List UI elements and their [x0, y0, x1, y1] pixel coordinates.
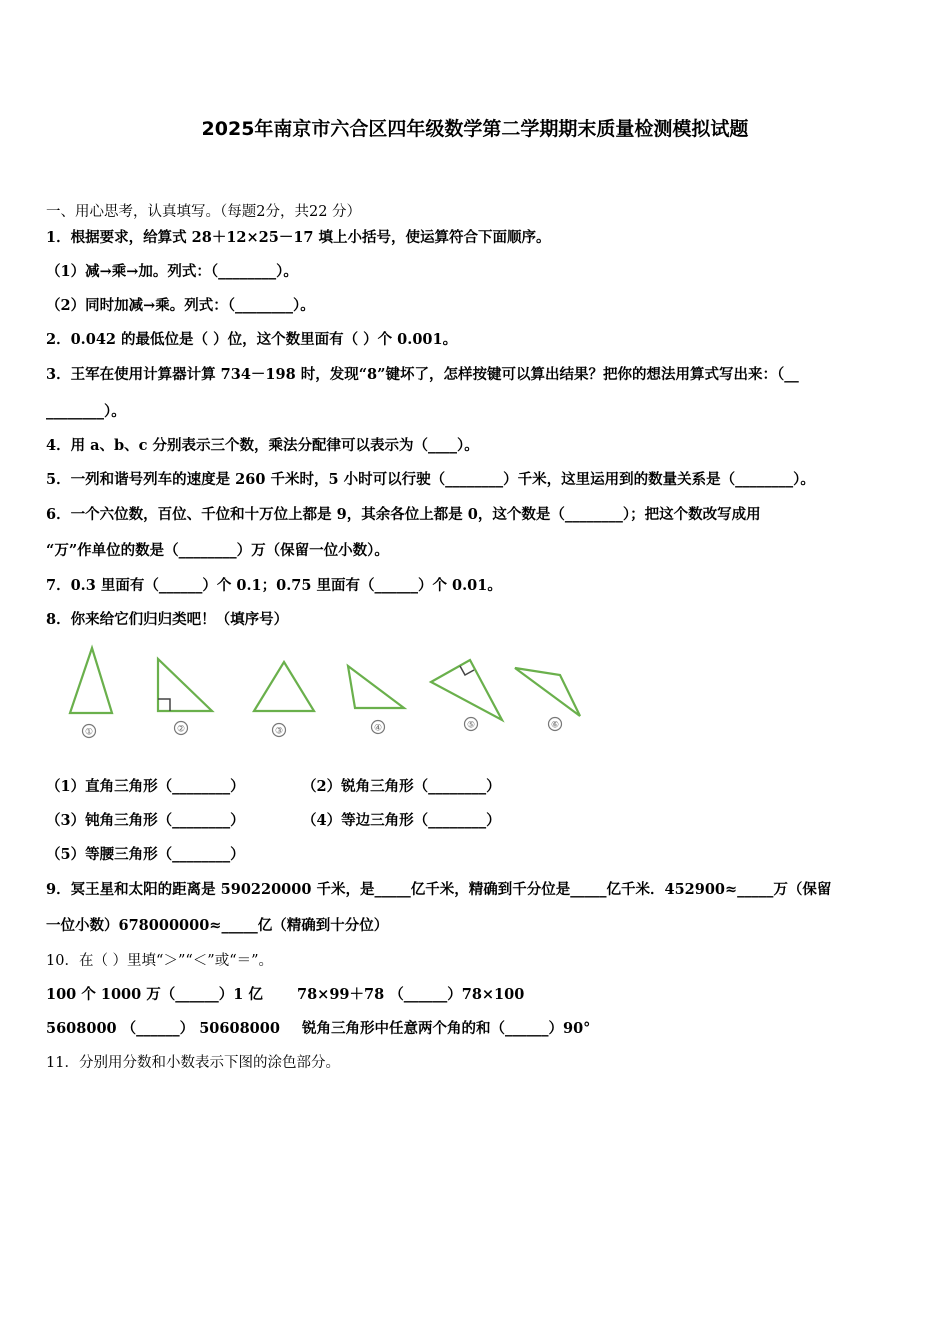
triangle-2: [158, 659, 212, 711]
question-8-part-2: （2）锐角三角形（________）: [302, 778, 501, 795]
question-1-part-1: （1）减→乘→加。列式：（________）。: [46, 263, 298, 280]
question-8-part-5: （5）等腰三角形（________）: [46, 846, 245, 863]
right-angle-mark-2: [158, 699, 170, 711]
question-8: 8．你来给它们归归类吧！（填序号）: [46, 611, 289, 628]
figure-label-2: ②: [176, 724, 186, 735]
question-10-item-4: 锐角三角形中任意两个角的和（______）90°: [302, 1020, 591, 1037]
question-3: 3．王军在使用计算器计算 734－198 时，发现“8”键坏了，怎样按键可以算出结果？把你的想法用算式写出来：（__: [46, 366, 799, 383]
figure-label-3: ③: [274, 726, 284, 737]
section-heading: 一、用心思考，认真填写。（每题2分，共22 分）: [46, 204, 362, 220]
question-10-item-1: 100 个 1000 万（______）1 亿: [46, 986, 263, 1003]
question-9-continued: 一位小数）678000000≈_____亿（精确到十分位）: [46, 917, 389, 934]
question-6-continued: “万”作单位的数是（________）万（保留一位小数）。: [46, 542, 389, 559]
triangle-4: [348, 666, 404, 708]
question-11: 11．分别用分数和小数表示下图的涂色部分。: [46, 1055, 340, 1071]
question-10-item-2: 78×99＋78 （______）78×100: [297, 986, 525, 1003]
figure-label-1: ①: [84, 727, 94, 738]
triangle-3: [254, 662, 314, 711]
question-5: 5．一列和谐号列车的速度是 260 千米时，5 小时可以行驶（________）千米，这里运用到的数量关系是（________）。: [46, 471, 815, 488]
question-1-part-2: （2）同时加减→乘。列式：（________）。: [46, 297, 315, 314]
triangle-shapes: [70, 648, 580, 720]
question-10: 10．在（ ）里填“＞”“＜”或“＝”。: [46, 953, 274, 969]
question-4: 4．用 a、b、c 分别表示三个数，乘法分配律可以表示为（____）。: [46, 437, 479, 454]
question-8-part-1: （1）直角三角形（________）: [46, 778, 245, 795]
figure-label-6: ⑥: [550, 720, 560, 731]
question-1: 1．根据要求，给算式 28＋12×25－17 填上小括号，使运算符合下面顺序。: [46, 229, 551, 246]
triangle-5: [431, 660, 502, 720]
page-title: 2025年南京市六合区四年级数学第二学期期末质量检测模拟试题: [201, 118, 749, 140]
question-2: 2．0.042 的最低位是（ ）位，这个数里面有（ ）个 0.001。: [46, 331, 458, 348]
question-9: 9．冥王星和太阳的距离是 590220000 千米，是_____亿千米，精确到千分位是_____亿千米．452900≈_____万（保留: [46, 881, 832, 898]
question-8-part-4: （4）等边三角形（________）: [302, 812, 501, 829]
question-10-item-3: 5608000 （______） 50608000: [46, 1020, 280, 1037]
question-7: 7．0.3 里面有（______）个 0.1；0.75 里面有（______）个 0.01。: [46, 577, 502, 594]
question-8-part-3: （3）钝角三角形（________）: [46, 812, 245, 829]
question-3-continued: ________）。: [46, 403, 126, 420]
question-6: 6．一个六位数，百位、千位和十万位上都是 9，其余各位上都是 0，这个数是（________）；把这个数改写成用: [46, 506, 761, 523]
figure-label-5: ⑤: [466, 720, 476, 731]
triangle-6: [515, 668, 580, 716]
figure-label-4: ④: [373, 723, 383, 734]
triangle-1: [70, 648, 112, 713]
right-angle-mark-5: [460, 666, 474, 675]
triangles-figure: [58, 640, 598, 740]
